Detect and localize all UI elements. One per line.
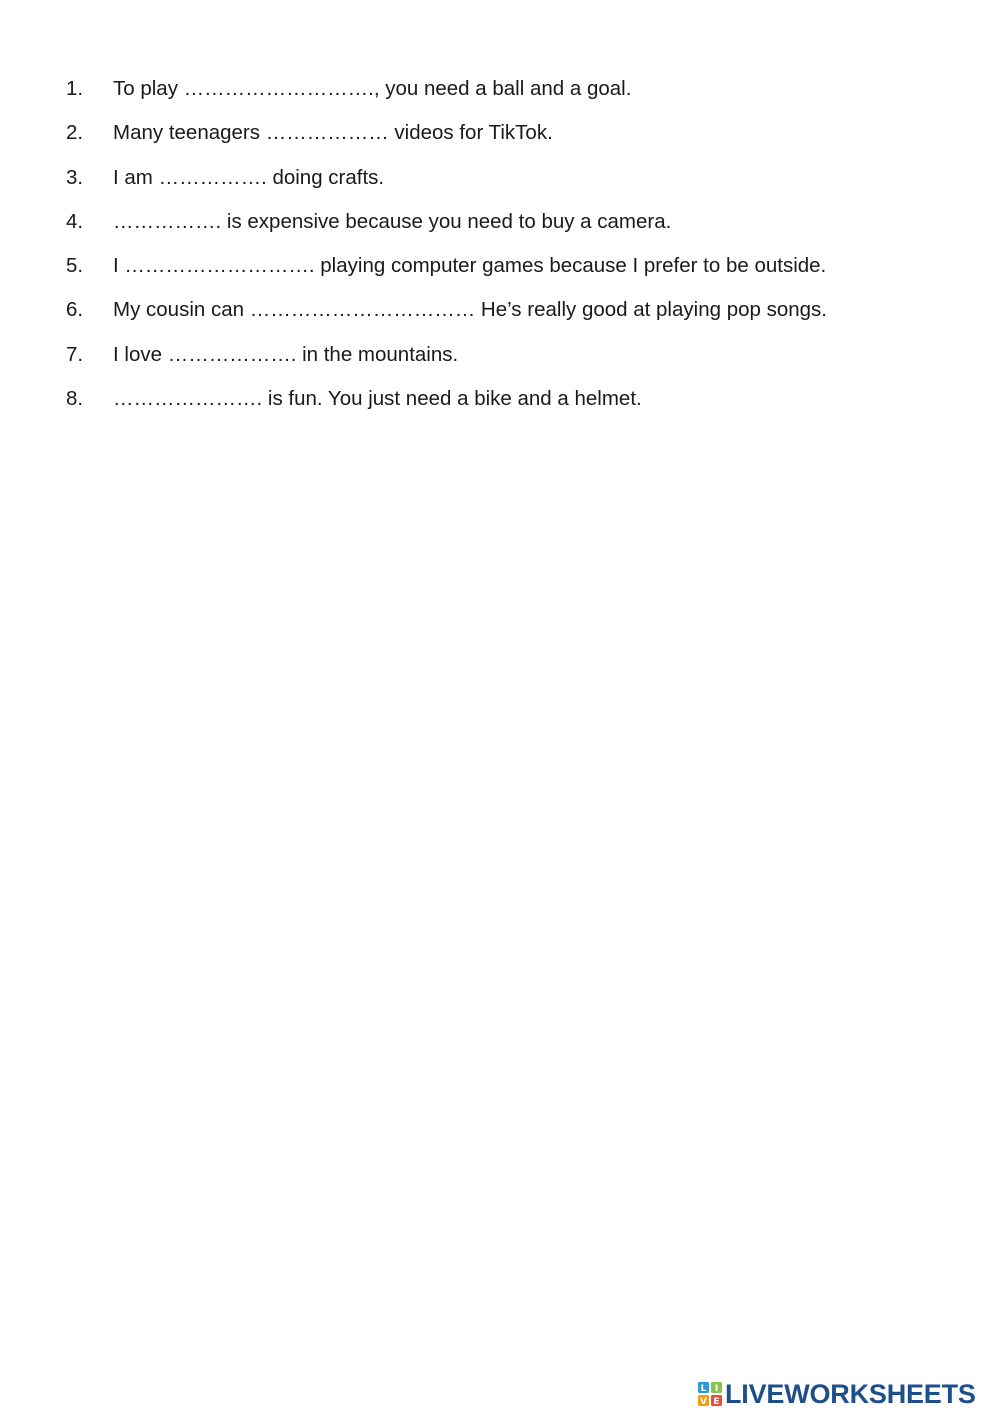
item-sentence: ……………. is expensive because you need to buy a camera. <box>113 209 672 233</box>
brand-name: LIVEWORKSHEETS <box>725 1378 976 1409</box>
svg-text:E: E <box>713 1397 720 1406</box>
item-number: 3. <box>66 165 84 189</box>
item-sentence: I love ………………. in the mountains. <box>113 342 459 366</box>
item-number: 5. <box>66 254 84 278</box>
item-sentence: My cousin can …………………………… He’s really good at playing pop songs. <box>113 298 827 322</box>
item-number: 6. <box>66 298 84 322</box>
item-sentence: I am ……………. doing crafts. <box>113 165 385 189</box>
item-sentence: Many teenagers ……………… videos for TikTok. <box>113 121 553 145</box>
svg-text:L: L <box>700 1384 707 1394</box>
liveworksheets-watermark <box>698 1378 976 1410</box>
exercise-item-8 <box>66 384 827 428</box>
svg-text:V: V <box>700 1397 707 1406</box>
item-number: 2. <box>66 121 84 145</box>
svg-text:I: I <box>714 1384 719 1394</box>
item-number: 1. <box>66 77 84 100</box>
exercise-list <box>66 74 827 428</box>
liveworksheets-logo-icon <box>698 1382 722 1406</box>
exercise-item-6 <box>66 295 827 339</box>
exercise-item-3 <box>66 163 827 207</box>
exercise-item-1 <box>66 74 827 118</box>
item-sentence: To play ………………………., you need a ball and a goal. <box>113 77 632 100</box>
item-sentence: I ………………………. playing computer games because I prefer to be outside. <box>113 254 827 278</box>
item-number: 8. <box>66 387 84 411</box>
item-sentence: …………………. is fun. You just need a bike and a helmet. <box>113 387 642 411</box>
item-number: 4. <box>66 209 84 233</box>
exercise-item-4 <box>66 207 827 251</box>
exercise-item-7 <box>66 340 827 384</box>
exercise-item-2 <box>66 118 827 162</box>
item-number: 7. <box>66 342 84 366</box>
exercise-item-5 <box>66 251 827 295</box>
